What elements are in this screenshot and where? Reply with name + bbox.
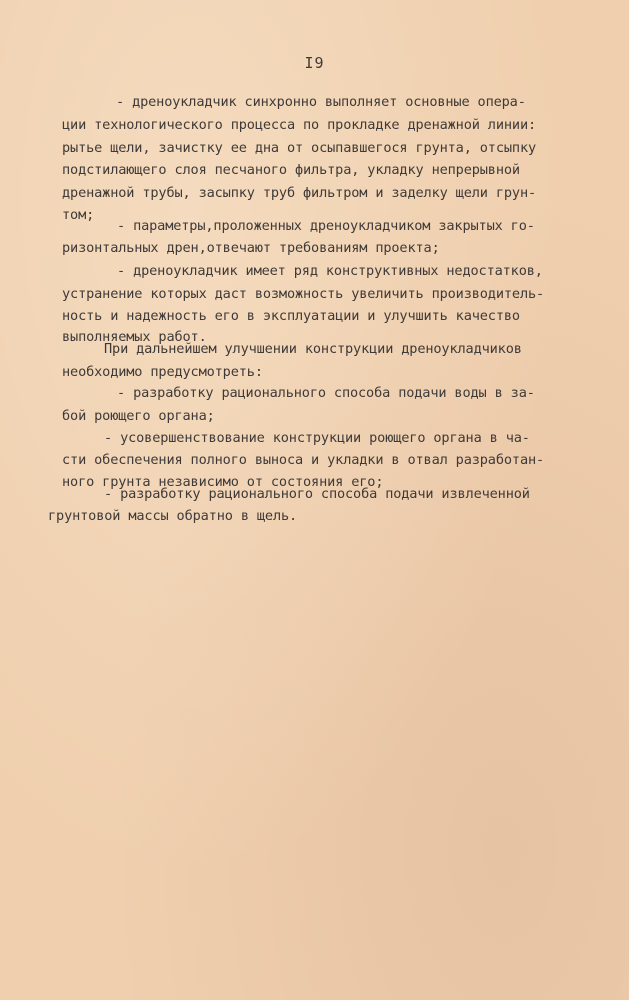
text-line: дренажной трубы, засыпку труб фильтром и заделку щели грун- (62, 185, 537, 201)
text-line: бой роющего органа; (62, 408, 215, 424)
text-line: - разработку рационального способа подачи извлеченной (104, 486, 530, 502)
text-line: - усовершенствование конструкции роющего органа в ча- (104, 430, 530, 446)
text-line: том; (62, 207, 95, 223)
page-number: I9 (304, 54, 325, 72)
text-line: При дальнейшем улучшении конструкции дреноукладчиков (104, 341, 522, 357)
text-line: подстилающего слоя песчаного фильтра, укладку непрерывной (62, 162, 520, 178)
text-line: грунтовой массы обратно в щель. (48, 508, 298, 524)
text-line: - разработку рационального способа подачи воды в за- (117, 385, 535, 401)
text-line: ризонтальных дрен,отвечают требованиям проекта; (62, 240, 440, 256)
text-line: - дреноукладчик синхронно выполняет основные опера- (116, 94, 526, 110)
text-line: необходимо предусмотреть: (62, 364, 263, 380)
text-line: рытье щели, зачистку ее дна от осыпавшегося грунта, отсыпку (62, 140, 537, 156)
text-line: сти обеспечения полного выноса и укладки в отвал разработан- (62, 452, 545, 468)
text-line: ции технологического процесса по прокладке дренажной линии: (62, 117, 537, 133)
text-line: - параметры,проложенных дреноукладчиком закрытых го- (117, 218, 535, 234)
text-line: выполняемых работ. (62, 329, 207, 345)
text-line: ного грунта независимо от состояния его; (62, 474, 384, 490)
text-line: - дреноукладчик имеет ряд конструктивных недостатков, (117, 263, 543, 279)
text-line: ность и надежность его в эксплуатации и улучшить качество (62, 308, 520, 324)
text-line: устранение которых даст возможность увеличить производитель- (62, 286, 545, 302)
